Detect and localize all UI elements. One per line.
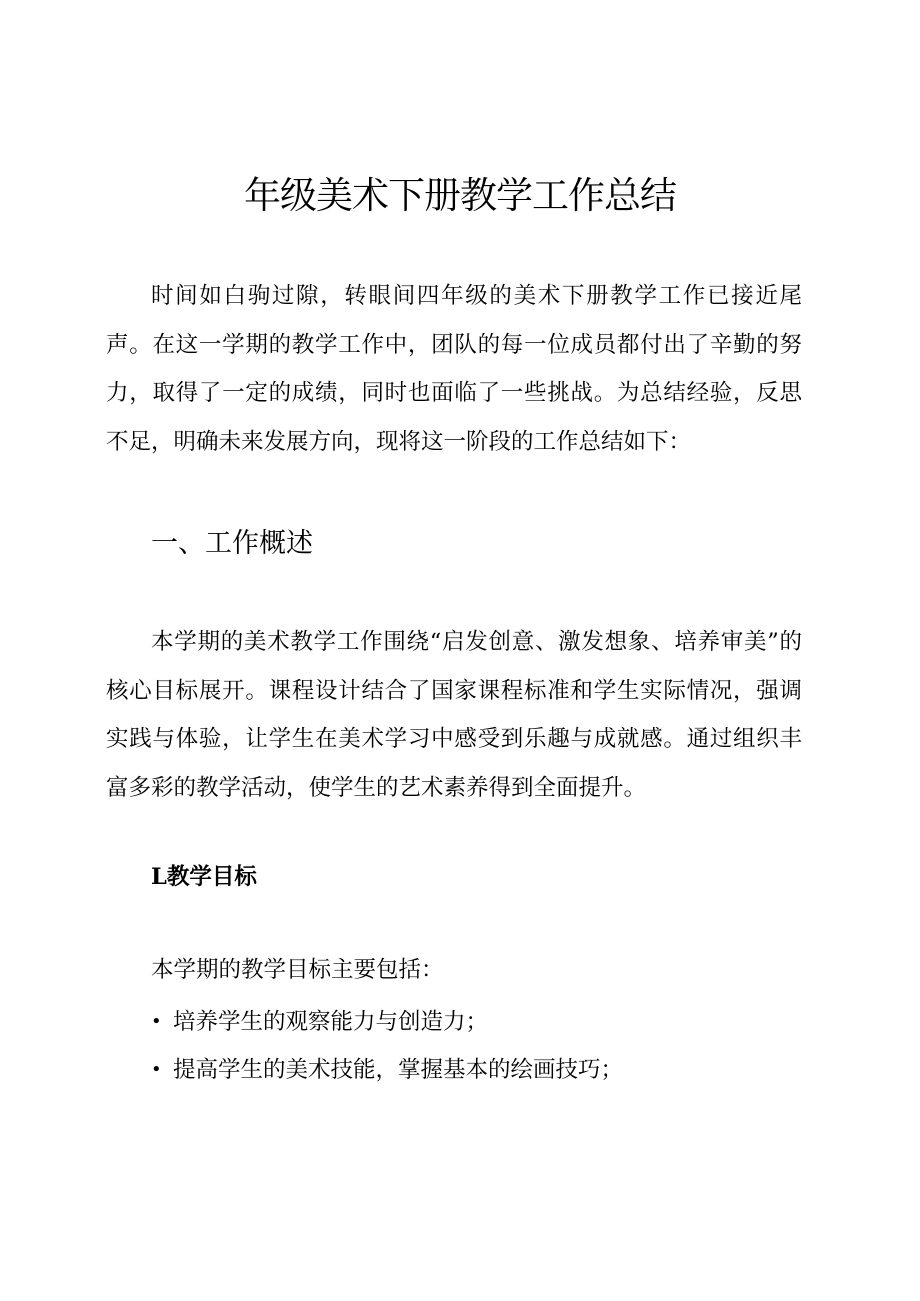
bullet-icon: •: [151, 1059, 162, 1080]
section-heading-overview: 一、工作概述: [151, 528, 313, 559]
document-title: 年级美术下册教学工作总结: [244, 174, 676, 217]
list-item: [151, 998, 623, 1046]
bullet-icon: •: [151, 1011, 162, 1032]
list-item-text: 提高学生的美术技能，掌握基本的绘画技巧；: [173, 1057, 624, 1083]
list-item-text: 培养学生的观察能力与创造力；: [173, 1009, 489, 1035]
subsection-heading-goals: L教学目标: [151, 864, 257, 890]
overview-paragraph: 本学期的美术教学工作围绕“启发创意、激发想象、培养审美”的核心目标展开。课程设计结合了国家课程标准和学生实际情况，强调实践与体验，让学生在美术学习中感受到乐趣与成就感。通过组织丰富多彩的教学活动，使学生的艺术素养得到全面提升。: [106, 629, 802, 801]
list-item: [151, 1046, 623, 1094]
goals-lead-text: 本学期的教学目标主要包括：: [151, 957, 444, 983]
intro-paragraph: 时间如白驹过隙，转眼间四年级的美术下册教学工作已接近尾声。在这一学期的教学工作中，团队的每一位成员都付出了辛勤的努力，取得了一定的成绩，同时也面临了一些挑战。为总结经验，反思不足，明确未来发展方向，现将这一阶段的工作总结如下：: [106, 283, 802, 455]
goals-list: [151, 998, 623, 1094]
